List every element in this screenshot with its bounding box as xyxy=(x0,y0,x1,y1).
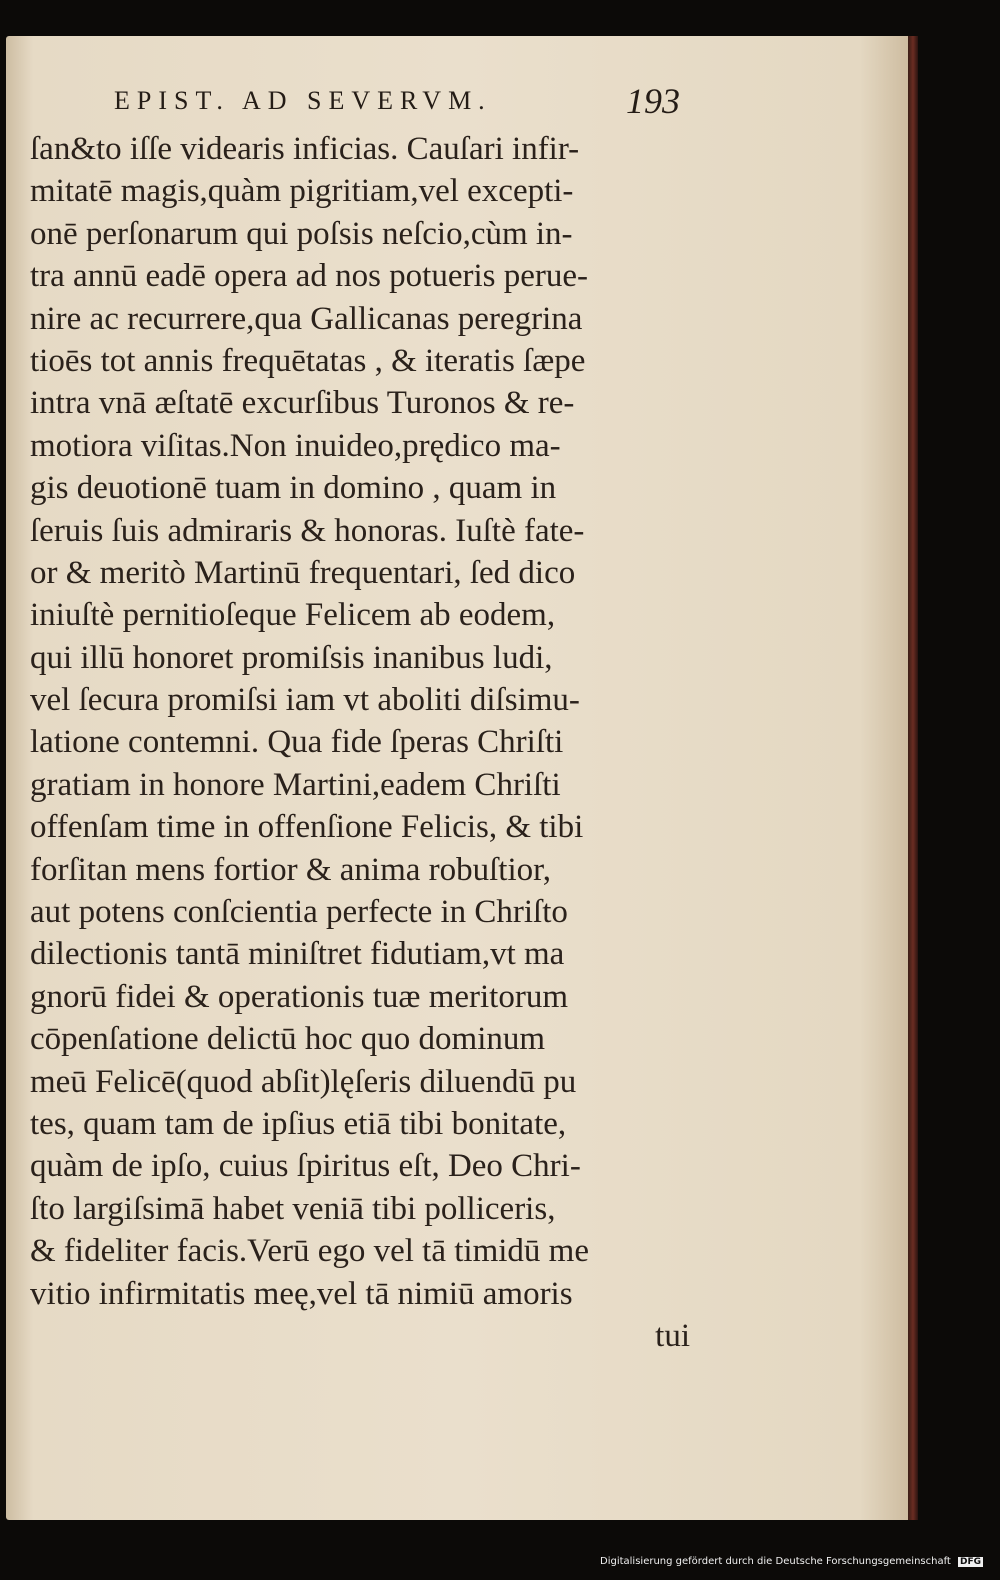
text-line: vitio infirmitatis meę,vel tā nimiū amoris xyxy=(30,1275,573,1312)
running-title: EPIST. AD SEVERVM. xyxy=(114,86,492,115)
text-line: forſitan mens fortior & anima robuſtior, xyxy=(30,851,552,888)
text-line: latione contemni. Qua fide ſperas Chriſti xyxy=(30,724,564,761)
text-line: ſan&to iſſe videaris inficias. Cauſari infir- xyxy=(30,131,580,167)
text-line: onē perſonarum qui poſsis neſcio,cùm in- xyxy=(30,215,573,252)
text-line: tra annū eadē opera ad nos potueris perue- xyxy=(30,258,589,295)
text-line: nire ac recurrere,qua Gallicanas peregrina xyxy=(30,300,583,337)
text-line: gis deuotionē tuam in domino , quam in xyxy=(30,470,557,507)
text-line: offenſam time in offenſione Felicis, & tibi xyxy=(30,809,584,846)
dfg-logo: DFG xyxy=(960,1557,982,1567)
footer-credit xyxy=(600,1556,992,1574)
text-line: gnorū fidei & operationis tuæ meritorum xyxy=(30,978,568,1015)
catchword: tui xyxy=(655,1317,690,1354)
text-line: vel ſecura promiſsi iam vt aboliti diſsimu- xyxy=(30,682,580,719)
footer-text: Digitalisierung gefördert durch die Deutsche Forschungsgemeinschaft xyxy=(600,1556,951,1567)
page-number: 193 xyxy=(626,81,680,121)
text-line: aut potens conſcientia perfecte in Chriſto xyxy=(30,894,568,931)
text-line: ſeruis ſuis admiraris & honoras. Iuſtè fate- xyxy=(30,512,585,549)
text-line: intra vnā æſtatē excurſibus Turonos & re- xyxy=(30,385,575,422)
page-header xyxy=(114,81,680,126)
text-line: cōpenſatione delictū hoc quo dominum xyxy=(30,1021,546,1058)
text-line: mitatē magis,quàm pigritiam,vel excepti- xyxy=(30,173,574,210)
text-line: dilectionis tantā miniſtret fidutiam,vt ma xyxy=(30,936,565,973)
body-text xyxy=(30,128,690,1357)
text-line: meū Felicē(quod abſit)lęſeris diluendū pu xyxy=(30,1063,577,1100)
text-line: quàm de ipſo, cuius ſpiritus eſt, Deo Chri- xyxy=(30,1148,581,1185)
text-line: tes, quam tam de ipſius etiā tibi bonitate, xyxy=(30,1105,567,1142)
text-line: gratiam in honore Martini,eadem Chriſti xyxy=(30,766,561,803)
text-line: qui illū honoret promiſsis inanibus ludi, xyxy=(30,639,553,676)
text-line: or & meritò Martinū frequentari, ſed dico xyxy=(30,554,576,591)
page-edge xyxy=(908,36,918,1520)
text-line: & fideliter facis.Verū ego vel tā timidū me xyxy=(30,1233,589,1270)
text-line: ſto largiſsimā habet veniā tibi polliceris, xyxy=(30,1190,556,1227)
text-line: iniuſtè pernitioſeque Felicem ab eodem, xyxy=(30,597,556,634)
text-line: motiora viſitas.Non inuideo,prędico ma- xyxy=(30,427,561,464)
text-line: tioēs tot annis frequētatas , & iteratis ſæpe xyxy=(30,342,586,379)
